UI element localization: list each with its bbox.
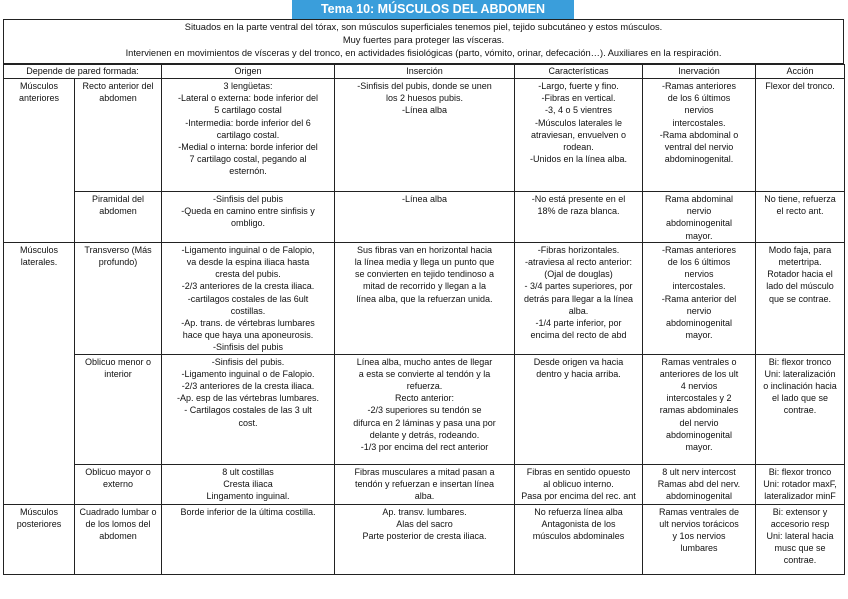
origen-line: -Ligamento inguinal o de Falopio.: [181, 368, 315, 379]
accion-cell: [756, 192, 845, 243]
accion-cell: [756, 354, 845, 464]
origen-line: 7 cartilago costal, pegando al: [189, 154, 307, 165]
insercion-line: Sus fibras van en horizontal hacia: [356, 244, 493, 255]
inervacion-line: anteriores de los ult: [659, 368, 739, 379]
origen-line: -2/3 anteriores de la cresta iliaca.: [181, 281, 315, 292]
table-row: [4, 79, 845, 192]
inervacion-line: 4 nervios: [680, 381, 718, 392]
caracteristicas-line: - 3/4 partes superiores, por: [524, 281, 633, 292]
insercion-line: Fibras musculares a mitad pasan a: [354, 466, 495, 477]
inervacion-line: Rama abdominal: [664, 194, 734, 204]
origen-line: - Cartilagos costales de las 3 ult: [184, 405, 312, 416]
accion-cell: [756, 242, 845, 354]
origen-line: -Queda en camino entre sinfisis y: [181, 206, 315, 217]
accion-cell: [756, 464, 845, 504]
caracteristicas-line: -Músculos laterales le: [534, 117, 623, 128]
origen-line: hace que haya una aponeurosis.: [182, 330, 314, 341]
group-cell: Músculos posteriores: [4, 504, 75, 574]
muscle-name-cell: Oblicuo menor o interior: [75, 354, 162, 464]
insercion-line: tendón y refuerzan e insertan línea: [354, 478, 495, 489]
origen-line: cartilago costal.: [216, 129, 280, 140]
inervacion-cell: [643, 192, 756, 243]
insercion-line: -Línea alba: [401, 105, 448, 116]
insercion-line: los 2 huesos pubis.: [385, 93, 464, 104]
muscle-name-cell: Cuadrado lumbar o de los lomos del abdomen: [75, 504, 162, 574]
table-row: [4, 192, 845, 243]
intro-box: [3, 19, 844, 64]
origen-line: va desde la espina iliaca hasta: [186, 257, 310, 268]
insercion-line: la línea media y llega un punto que: [354, 257, 495, 268]
insercion-line: Parte posterior de cresta iliaca.: [362, 531, 487, 542]
inervacion-line: intercostales.: [672, 117, 726, 128]
inervacion-cell: [643, 242, 756, 354]
header-inervacion: Inervación: [643, 65, 756, 79]
insercion-line: alba.: [414, 491, 435, 502]
insercion-cell: [335, 464, 515, 504]
inervacion-line: mayor.: [685, 442, 713, 453]
insercion-line: línea alba, que la refuerzan unida.: [356, 293, 493, 304]
inervacion-line: -Ramas anteriores: [661, 244, 737, 255]
caracteristicas-line: músculos abdominales: [532, 531, 625, 542]
header-row: [4, 65, 845, 79]
caracteristicas-line: Fibras en sentido opuesto: [526, 466, 631, 477]
origen-line: Borde inferior de la última costilla.: [180, 506, 316, 517]
caracteristicas-line: (Ojal de douglas): [544, 269, 613, 280]
caracteristicas-line: Antagonista de los: [541, 518, 616, 529]
caracteristicas-line: al oblicuo interno.: [543, 478, 614, 489]
inervacion-line: Ramas abd del nerv.: [657, 478, 741, 489]
caracteristicas-line: detrás para llegar a la línea: [523, 293, 634, 304]
origen-line: -Lateral o externa: bode inferior del: [177, 93, 319, 104]
inervacion-line: -Ramas anteriores: [661, 81, 737, 91]
table-row: [4, 354, 845, 464]
origen-line: Lingamento inguinal.: [206, 491, 290, 502]
accion-line: el recto ant.: [776, 206, 824, 217]
muscle-name-cell: Recto anterior del abdomen: [75, 79, 162, 192]
caracteristicas-line: dentro y hacia arriba.: [536, 368, 621, 379]
table-row: [4, 242, 845, 354]
caracteristicas-line: -atraviesa al recto anterior:: [524, 257, 633, 268]
table-row: [4, 464, 845, 504]
accion-line: No tiene, refuerza: [764, 194, 836, 204]
inervacion-line: ult nervios torácicos: [659, 518, 739, 529]
inervacion-line: -Rama anterior del: [661, 293, 737, 304]
caracteristicas-cell: [515, 242, 643, 354]
caracteristicas-line: Pasa por encima del rec. ant: [521, 491, 636, 502]
insercion-line: se convierten en tejido tendinoso a: [354, 269, 495, 280]
caracteristicas-line: rodean.: [563, 142, 594, 153]
inervacion-cell: [643, 504, 756, 574]
accion-line: Modo faja, para: [768, 244, 832, 255]
inervacion-cell: [643, 464, 756, 504]
origen-line: ombligo.: [230, 218, 266, 229]
inervacion-line: abdominogenital: [665, 318, 733, 329]
intro-line: Situados en la parte ventral del tórax, son músculos superficiales tenemos piel, tejido subcutáneo y estos músculos.: [184, 22, 663, 32]
accion-line: Uni: rotador maxF,: [763, 478, 837, 489]
origen-line: esternón.: [229, 166, 267, 177]
insercion-line: a esta se convierte al tendón y la: [358, 368, 491, 379]
accion-line: que se contrae.: [768, 293, 832, 304]
origen-line: -Sinfisis del pubis: [212, 194, 284, 204]
origen-line: costillas.: [230, 305, 266, 316]
muscle-name-cell: Piramidal del abdomen: [75, 192, 162, 243]
accion-line: Bi: flexor tronco: [768, 466, 832, 477]
insercion-line: -Línea alba: [401, 194, 448, 204]
caracteristicas-line: alba.: [568, 305, 589, 316]
caracteristicas-line: No refuerza línea alba: [534, 506, 623, 517]
insercion-cell: [335, 79, 515, 192]
accion-line: Bi: flexor tronco: [768, 356, 832, 367]
accion-line: lado del músculo: [766, 281, 834, 292]
origen-line: -Ap. trans. de vértebras lumbares: [181, 318, 315, 329]
insercion-cell: [335, 354, 515, 464]
inervacion-line: Ramas ventrales o: [661, 356, 737, 367]
header-caracteristicas: Características: [515, 65, 643, 79]
insercion-line: Recto anterior:: [394, 393, 455, 404]
origen-line: Cresta iliaca: [223, 478, 273, 489]
caracteristicas-cell: [515, 464, 643, 504]
insercion-line: refuerza.: [406, 381, 443, 392]
origen-line: 8 ult costillas: [222, 466, 274, 477]
caracteristicas-line: -3, 4 o 5 vientres: [544, 105, 613, 116]
insercion-line: -Sinfisis del pubis, donde se unen: [357, 81, 492, 91]
header-accion: Acción: [756, 65, 845, 79]
insercion-line: -1/3 por encima del rect anterior: [360, 442, 489, 453]
inervacion-line: mayor.: [685, 330, 713, 341]
insercion-cell: [335, 192, 515, 243]
accion-line: o inclinación hacia: [763, 381, 837, 392]
inervacion-line: abdominogenital: [665, 491, 733, 502]
inervacion-line: intercostales y 2: [666, 393, 732, 404]
accion-cell: [756, 79, 845, 192]
origen-line: cost.: [238, 417, 258, 428]
accion-line: Rotador hacia el: [767, 269, 833, 280]
accion-line: accesorio resp: [770, 518, 830, 529]
inervacion-line: intercostales.: [672, 281, 726, 292]
inervacion-line: abdominogenital: [665, 429, 733, 440]
inervacion-line: nervio: [686, 206, 712, 217]
inervacion-line: nervios: [684, 105, 714, 116]
insercion-line: Línea alba, mucho antes de llegar: [356, 356, 493, 367]
accion-line: Flexor del tronco.: [765, 81, 835, 91]
group-cell: Músculos laterales.: [4, 242, 75, 504]
caracteristicas-line: -Fibras en vertical.: [541, 93, 616, 104]
inervacion-line: del nervio: [679, 417, 719, 428]
origen-line: -Ap. esp de las vértebras lumbares.: [176, 393, 320, 404]
accion-cell: [756, 504, 845, 574]
muscles-table: [3, 64, 845, 575]
caracteristicas-cell: [515, 504, 643, 574]
caracteristicas-line: Desde origen va hacia: [533, 356, 624, 367]
origen-line: cresta del pubis.: [215, 269, 281, 280]
insercion-line: difurca en 2 láminas y pasa una por: [353, 417, 496, 428]
intro-line: Muy fuertes para proteger las vísceras.: [342, 35, 505, 45]
table-row: [4, 504, 845, 574]
inervacion-line: abdominogenital: [665, 218, 733, 229]
caracteristicas-line: -Fibras horizontales.: [537, 244, 620, 255]
table-body: [4, 79, 845, 575]
origen-line: 3 lengüetas:: [223, 81, 273, 91]
origen-line: -Medial o interna: borde inferior del: [178, 142, 318, 153]
origen-cell: [162, 242, 335, 354]
caracteristicas-cell: [515, 354, 643, 464]
origen-line: -Sinfisis del pubis.: [211, 356, 285, 367]
origen-cell: [162, 192, 335, 243]
intro-line: Intervienen en movimientos de vísceras y del tronco, en actividades fisiológicas (parto, vómito, orinar, defecación…). Auxiliares en la respiración.: [125, 48, 722, 58]
accion-line: contrae.: [783, 405, 817, 416]
origen-line: -Sinfisis del pubis: [212, 342, 284, 353]
inervacion-line: ramas abdominales: [659, 405, 739, 416]
accion-line: el lado que se: [771, 393, 829, 404]
accion-line: metertripa.: [778, 257, 822, 268]
inervacion-line: lumbares: [680, 543, 718, 554]
accion-line: lateralizador minF: [764, 491, 836, 502]
muscle-name-cell: Oblicuo mayor o externo: [75, 464, 162, 504]
caracteristicas-line: -Unidos en la línea alba.: [529, 154, 628, 165]
caracteristicas-line: -1/4 parte inferior, por: [535, 318, 622, 329]
insercion-cell: [335, 504, 515, 574]
inervacion-line: mayor.: [685, 230, 713, 241]
group-cell: Músculos anteriores: [4, 79, 75, 243]
caracteristicas-line: encima del recto de abd: [530, 330, 627, 341]
inervacion-cell: [643, 354, 756, 464]
inervacion-line: 8 ult nerv intercost: [662, 466, 736, 477]
page-title: Tema 10: MÚSCULOS DEL ABDOMEN: [292, 0, 574, 19]
origen-cell: [162, 354, 335, 464]
inervacion-line: ventral del nervio: [664, 142, 734, 153]
accion-line: Uni: lateral hacia: [766, 531, 834, 542]
caracteristicas-cell: [515, 79, 643, 192]
inervacion-line: y 1os nervios: [672, 531, 726, 542]
origen-line: -Ligamento inguinal o de Falopio,: [181, 244, 315, 255]
inervacion-line: nervios: [684, 269, 714, 280]
origen-cell: [162, 464, 335, 504]
header-origen: Origen: [162, 65, 335, 79]
inervacion-line: -Rama abdominal o: [659, 129, 739, 140]
insercion-line: -2/3 superiores su tendón se: [367, 405, 482, 416]
origen-line: -cartilagos costales de las 6ult: [187, 293, 309, 304]
origen-cell: [162, 79, 335, 192]
caracteristicas-line: -No está presente en el: [531, 194, 626, 204]
insercion-cell: [335, 242, 515, 354]
muscle-name-cell: Transverso (Más profundo): [75, 242, 162, 354]
caracteristicas-cell: [515, 192, 643, 243]
insercion-line: mitad de recorrido y llegan a la: [362, 281, 487, 292]
inervacion-line: abdominogenital.: [664, 154, 734, 165]
inervacion-line: Ramas ventrales de: [658, 506, 740, 517]
inervacion-cell: [643, 79, 756, 192]
origen-line: -Intermedia: borde inferior del 6: [185, 117, 311, 128]
caracteristicas-line: 18% de raza blanca.: [537, 206, 620, 217]
header-insercion: Inserción: [335, 65, 515, 79]
accion-line: musc que se: [774, 543, 826, 554]
inervacion-line: nervio: [686, 305, 712, 316]
origen-line: -2/3 anteriores de la cresta iliaca.: [181, 381, 315, 392]
origen-line: 5 cartilago costal: [214, 105, 282, 116]
insercion-line: Ap. transv. lumbares.: [382, 506, 467, 517]
accion-line: contrae.: [783, 555, 817, 566]
accion-line: Uni: lateralización: [764, 368, 836, 379]
insercion-line: Alas del sacro: [396, 518, 453, 529]
inervacion-line: de los 6 últimos: [667, 257, 731, 268]
caracteristicas-line: -Largo, fuerte y fino.: [538, 81, 619, 91]
origen-cell: [162, 504, 335, 574]
caracteristicas-line: atraviesan, envuelven o: [530, 129, 627, 140]
inervacion-line: de los 6 últimos: [667, 93, 731, 104]
header-depende: Depende de pared formada:: [4, 65, 162, 79]
insercion-line: delante y detrás, rodeando.: [369, 429, 480, 440]
accion-line: Bi: extensor y: [772, 506, 828, 517]
